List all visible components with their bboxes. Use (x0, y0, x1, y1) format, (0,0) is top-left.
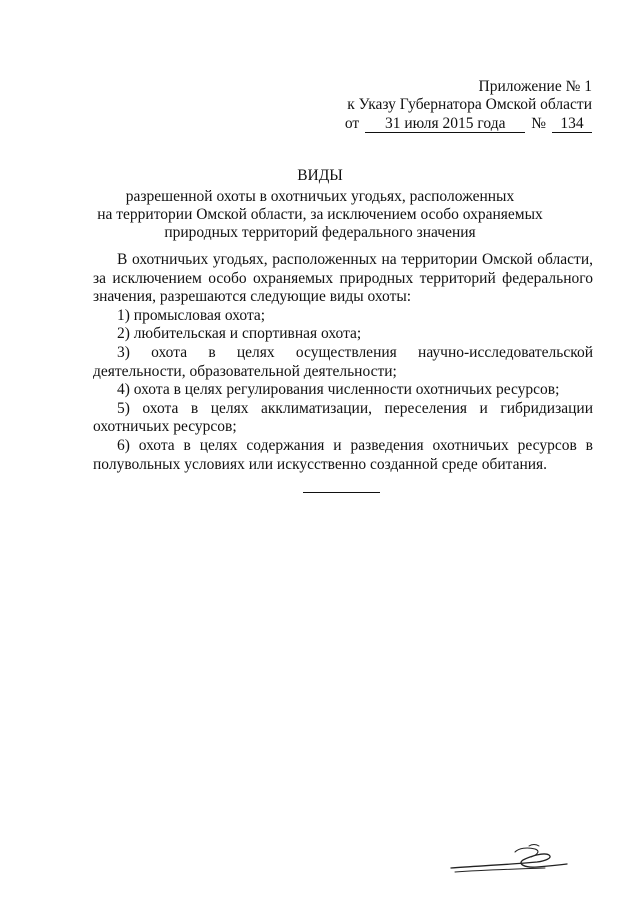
appendix-header (345, 78, 592, 133)
title-subtitle-line: разрешенной охоты в охотничьих угодьях, расположенных (125, 188, 515, 205)
decree-date: 31 июля 2015 года (365, 116, 525, 133)
closing-divider (303, 492, 380, 493)
appendix-reference: к Указу Губернатора Омской области (347, 96, 592, 113)
list-item: 4) охота в целях регулирования численности охотничьих ресурсов; (117, 381, 560, 399)
signature-icon (445, 838, 575, 880)
list-item: 2) любительская и спортивная охота; (117, 325, 362, 343)
document-body (93, 251, 593, 474)
number-label: № (531, 115, 546, 132)
intro-paragraph: В охотничьих угодьях, расположенных на территории Омской области, за исключением особо охраняемых природных территорий федерального значения, разрешаются следующие виды охоты: (93, 251, 593, 306)
decree-number: 134 (552, 116, 592, 133)
title-subtitle-line: на территории Омской области, за исключением особо охраняемых (97, 206, 543, 223)
appendix-title: Приложение № 1 (478, 78, 592, 95)
document-title (0, 167, 640, 242)
list-item: 3) охота в целях осуществления научно-исследовательской деятельности, образовательной деятельности; (93, 343, 593, 380)
appendix-date-line (345, 115, 592, 133)
from-label: от (344, 115, 360, 132)
list-item: 1) промысловая охота; (117, 306, 266, 324)
title-heading: ВИДЫ (297, 167, 343, 184)
list-item: 5) охота в целях акклиматизации, переселения и гибридизации охотничьих ресурсов; (93, 399, 593, 436)
title-subtitle-line: природных территорий федерального значения (164, 224, 476, 241)
list-item: 6) охота в целях содержания и разведения охотничьих ресурсов в полувольных условиях или искусственно созданной среде обитания. (93, 436, 593, 473)
